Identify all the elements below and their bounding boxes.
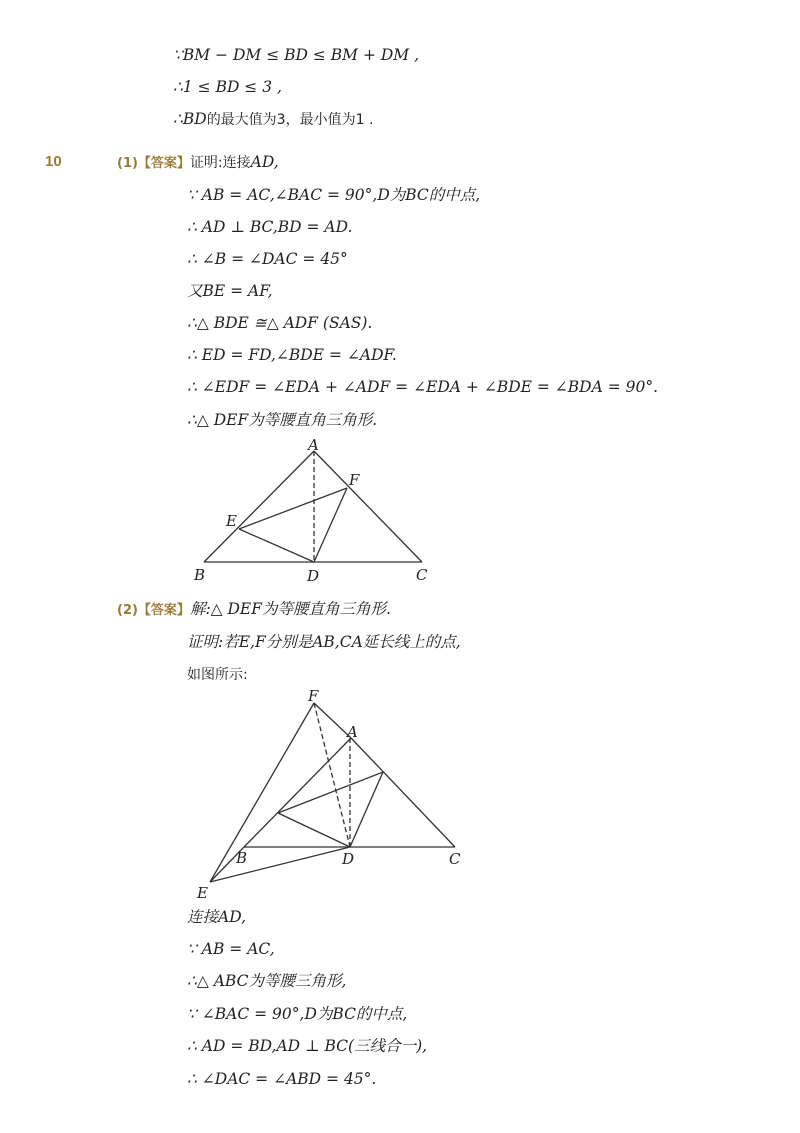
part1-tag: (1)【答案】 (117, 156, 190, 171)
part2-figure-caption: 如图所示: (187, 667, 248, 683)
prev-line-2: ∴1 ≤ BD ≤ 3 , (173, 78, 282, 96)
part1-intro (117, 152, 279, 174)
extension-af (314, 703, 351, 738)
part2-intro-text: 解:△ DEF为等腰直角三角形. (189, 600, 391, 618)
label-a: A (347, 723, 358, 741)
prev-line-3 (173, 109, 373, 130)
part1-intro-math: AD, (250, 153, 279, 171)
label-f: F (349, 471, 360, 489)
part2-intro (117, 599, 391, 621)
label-e: E (197, 884, 208, 902)
part1-step: ∴ ∠B = ∠DAC = 45° (187, 250, 348, 268)
label-f: F (308, 687, 319, 705)
label-b: B (236, 849, 248, 867)
label-e: E (226, 512, 237, 530)
label-d: D (342, 850, 355, 868)
prev-line-3-var: ∴BD (173, 110, 207, 128)
inner-segment-left (278, 813, 350, 847)
part1-intro-text: 证明:连接 (189, 155, 251, 171)
segment-ed (210, 847, 350, 882)
part2-step: 连接AD, (187, 908, 246, 926)
prev-line-1: ∵BM − DM ≤ BD ≤ BM + DM , (173, 46, 420, 64)
part2-step: ∴ AD = BD,AD ⊥ BC(三线合一), (187, 1037, 428, 1055)
part1-step: ∴△ BDE ≅△ ADF (SAS). (187, 314, 373, 332)
label-c: C (449, 850, 461, 868)
edge-ac (314, 451, 422, 562)
part2-tag: (2)【答案】 (117, 603, 190, 618)
edge-ab (244, 738, 351, 847)
figure-part2 (190, 686, 470, 906)
part2-step: ∴△ ABC为等腰三角形, (187, 972, 347, 990)
label-a: A (308, 436, 319, 454)
part2-proof-line: 证明:若E,F分别是AB,CA延长线上的点, (187, 633, 461, 651)
label-c: C (416, 566, 428, 584)
part1-step: ∴△ DEF为等腰直角三角形. (187, 411, 378, 429)
prev-line-3-text: 的最大值为3，最小值为1 . (206, 112, 374, 128)
part1-step: ∵ AB = AC,∠BAC = 90°,D为BC的中点, (187, 186, 481, 204)
edge-ac (351, 738, 455, 847)
part1-step: ∴ ∠EDF = ∠EDA + ∠ADF = ∠EDA + ∠BDE = ∠BDA = 90°. (187, 378, 659, 396)
part2-step: ∵ AB = AC, (187, 940, 275, 958)
part2-step: ∵ ∠BAC = 90°,D为BC的中点, (187, 1005, 408, 1023)
question-number: 10 (45, 153, 62, 170)
part1-step: ∴ ED = FD,∠BDE = ∠ADF. (187, 346, 397, 364)
part1-step: 又BE = AF, (187, 282, 273, 300)
label-d: D (307, 567, 320, 585)
segment-ed (239, 529, 314, 562)
part1-step: ∴ AD ⊥ BC,BD = AD. (187, 218, 353, 236)
label-b: B (194, 566, 206, 584)
figure-part1 (190, 432, 440, 587)
segment-fd (314, 703, 350, 847)
part2-step: ∴ ∠DAC = ∠ABD = 45°. (187, 1070, 377, 1088)
